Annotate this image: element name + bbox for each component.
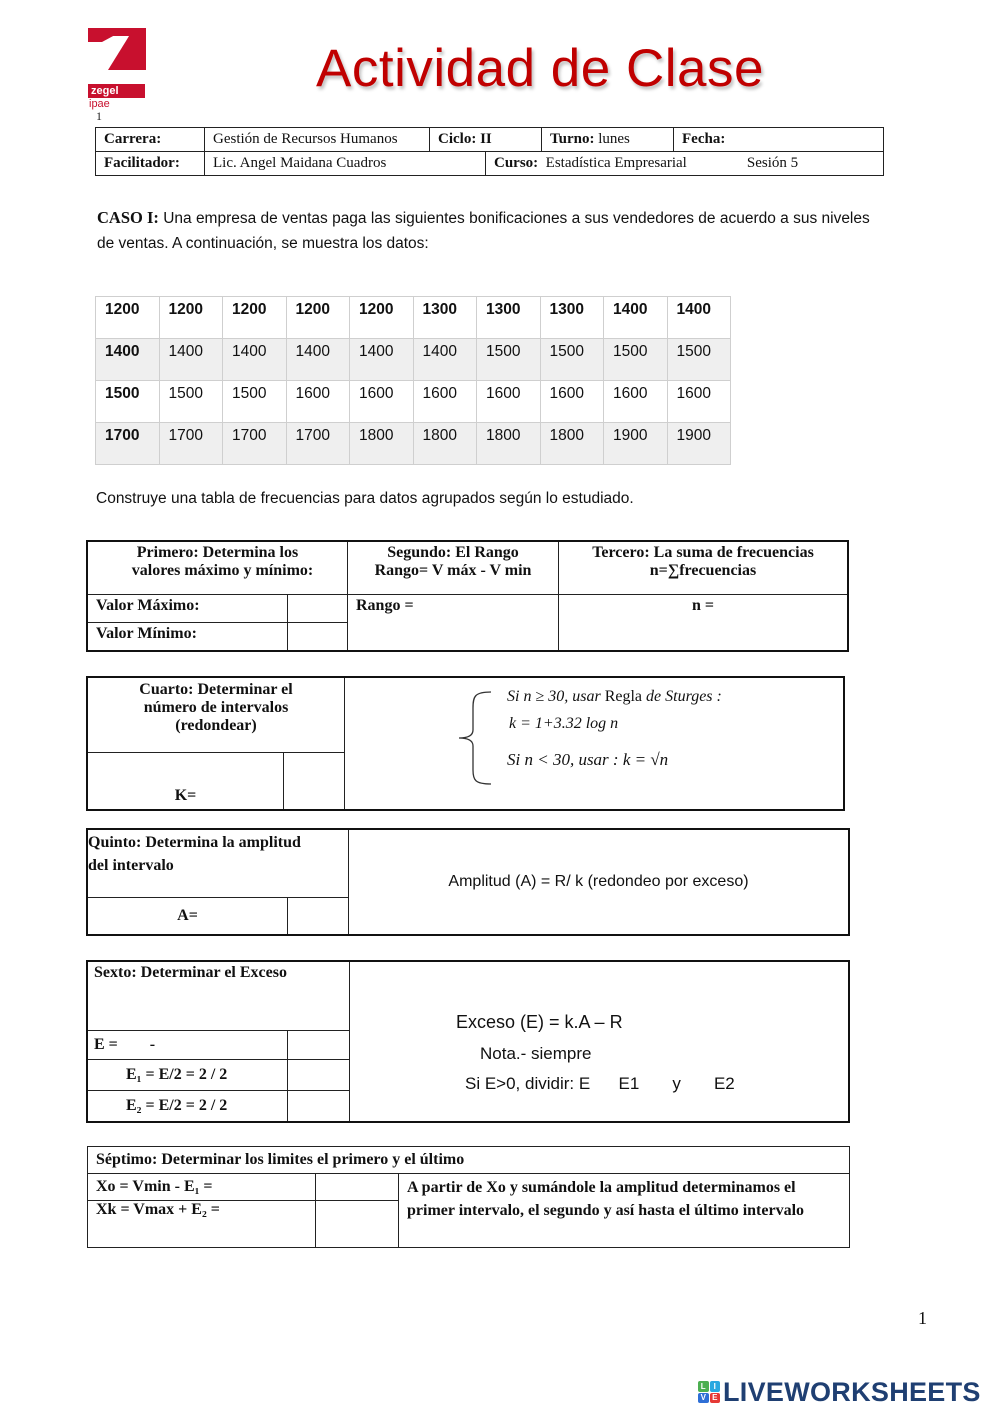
- step5-table: [86, 828, 850, 936]
- k-input[interactable]: [284, 753, 345, 811]
- e1-input[interactable]: [288, 1060, 350, 1091]
- data-cell: 1600: [286, 381, 350, 423]
- table-row: [96, 339, 731, 381]
- data-cell: 1600: [350, 381, 414, 423]
- step1-title-line1: Primero: Determina los: [136, 544, 299, 561]
- page-number: 1: [918, 1308, 927, 1328]
- data-cell: 1900: [667, 423, 731, 465]
- data-cell: 1400: [286, 339, 350, 381]
- data-cell: 1500: [540, 339, 604, 381]
- case-lead: CASO I:: [97, 208, 159, 227]
- data-cell: 1600: [540, 381, 604, 423]
- step4-title-line2: número de intervalos: [143, 699, 289, 716]
- carrera-label: Carrera:: [96, 128, 205, 152]
- sales-data-table: [95, 296, 731, 465]
- x0-input[interactable]: [316, 1174, 399, 1201]
- step3-header: [559, 541, 849, 595]
- data-cell: 1400: [96, 339, 160, 381]
- case-description: [97, 205, 887, 256]
- step2-title-line2: Rango= V máx - V min: [374, 562, 532, 579]
- step7-table: [87, 1146, 850, 1248]
- min-value-label: Valor Mínimo:: [87, 623, 287, 652]
- ciclo-label: Ciclo:: [438, 131, 477, 147]
- sesion-label: Sesión 5: [746, 155, 799, 171]
- data-cell: 1800: [350, 423, 414, 465]
- data-cell: 1300: [413, 297, 477, 339]
- page-title: Actividad de Clase: [316, 39, 764, 98]
- data-cell: 1700: [286, 423, 350, 465]
- step4-header: [87, 677, 345, 753]
- data-cell: 1200: [350, 297, 414, 339]
- data-cell: 1400: [159, 339, 223, 381]
- step5-title-line1: Quinto: Determina la amplitud: [88, 834, 301, 851]
- data-cell: 1700: [159, 423, 223, 465]
- steps-1-3-table: [86, 540, 849, 652]
- data-cell: 1900: [604, 423, 668, 465]
- curso-label: Curso:: [493, 155, 539, 171]
- live-grid-icon: [698, 1381, 720, 1403]
- step4-title-line1: Cuarto: Determinar el: [139, 681, 293, 698]
- a-input[interactable]: [288, 898, 349, 936]
- sturges-rule-line: [507, 688, 722, 706]
- step6-title: Sexto: Determinar el Exceso: [87, 961, 350, 1031]
- step1-header: [87, 541, 348, 595]
- data-cell: 1300: [540, 297, 604, 339]
- turno-label: Turno:: [550, 131, 595, 147]
- grid-letter: E: [710, 1393, 721, 1404]
- step1-title-line2: valores máximo y mínimo:: [131, 562, 314, 579]
- data-cell: 1500: [477, 339, 541, 381]
- min-value-input[interactable]: [287, 623, 347, 652]
- logo-brand-text: zegel: [88, 84, 145, 98]
- curly-brace-icon: [457, 690, 493, 786]
- data-cell: 1400: [223, 339, 287, 381]
- sturges-formula-cell: [345, 677, 845, 810]
- step4-title-line3: (redondear): [175, 717, 257, 734]
- table-row: [96, 297, 731, 339]
- grid-letter: L: [698, 1381, 709, 1392]
- e2-input[interactable]: [288, 1091, 350, 1123]
- liveworksheets-brand: LIVEWORKSHEETS: [723, 1376, 981, 1407]
- carrera-value: Gestión de Recursos Humanos: [205, 128, 430, 152]
- zegel-ipae-logo: [88, 28, 146, 123]
- turno-value: lunes: [598, 131, 630, 147]
- data-cell: 1700: [223, 423, 287, 465]
- data-cell: 1200: [159, 297, 223, 339]
- data-cell: 1800: [413, 423, 477, 465]
- zegel-z-icon: [88, 28, 146, 82]
- logo-sub-text: ipae: [89, 98, 110, 110]
- ciclo-value: II: [480, 131, 492, 147]
- step4-table: [86, 676, 845, 811]
- max-value-input[interactable]: [287, 595, 347, 623]
- step7-explanation: A partir de Xo y sumándole la amplitud determinamos el primer intervalo, el segundo y así hasta el último intervalo: [399, 1174, 850, 1248]
- data-cell: 1500: [96, 381, 160, 423]
- formula-text: Si n ≥ 30, usar: [507, 688, 601, 705]
- max-value-label: Valor Máximo:: [87, 595, 287, 623]
- step7-title: Séptimo: Determinar los limites el primero y el último: [88, 1147, 850, 1174]
- step3-title-line1: Tercero: La suma de frecuencias: [592, 544, 814, 561]
- step5-header: [87, 829, 349, 898]
- liveworksheets-logo: [698, 1377, 981, 1407]
- logo-mark: 1: [96, 109, 102, 123]
- data-cell: 1400: [667, 297, 731, 339]
- data-cell: 1400: [413, 339, 477, 381]
- header-table: [95, 127, 884, 176]
- data-cell: 1600: [413, 381, 477, 423]
- data-cell: 1200: [286, 297, 350, 339]
- grid-letter: V: [698, 1393, 709, 1404]
- excess-rule: Si E>0, dividir: E E1 y E2: [465, 1074, 735, 1093]
- step2-title-line1: Segundo: El Rango: [387, 544, 519, 561]
- data-cell: 1600: [667, 381, 731, 423]
- facilitador-value: Lic. Angel Maidana Cuadros: [205, 152, 486, 176]
- data-cell: 1500: [159, 381, 223, 423]
- k-label: K=: [87, 753, 284, 811]
- e1-label: E₁ = E/2 = 2 / 2: [87, 1060, 288, 1091]
- xk-input[interactable]: [316, 1201, 399, 1248]
- sqrt-rule: Si n < 30, usar : k = √n: [507, 750, 669, 769]
- step6-table: [86, 960, 850, 1123]
- table-row: [96, 423, 731, 465]
- step2-header: [348, 541, 559, 595]
- table-row: [96, 381, 731, 423]
- curso-cell: [485, 152, 883, 176]
- step5-title-line2: del intervalo: [88, 857, 174, 874]
- data-cell: 1300: [477, 297, 541, 339]
- data-cell: 1500: [667, 339, 731, 381]
- e2-label: E₂ = E/2 = 2 / 2: [87, 1091, 288, 1123]
- data-cell: 1400: [604, 297, 668, 339]
- data-cell: 1600: [604, 381, 668, 423]
- e-input[interactable]: [288, 1031, 350, 1060]
- data-cell: 1400: [350, 339, 414, 381]
- facilitador-label: Facilitador:: [96, 152, 205, 176]
- x0-label: Xo = Vmin - E₁ =: [88, 1174, 316, 1201]
- e-label: E = -: [87, 1031, 288, 1060]
- excess-formula: Exceso (E) = k.A – R: [456, 1012, 623, 1032]
- data-cell: 1500: [223, 381, 287, 423]
- instruction-text: Construye una tabla de frecuencias para datos agrupados según lo estudiado.: [96, 490, 634, 507]
- data-cell: 1500: [604, 339, 668, 381]
- data-cell: 1700: [96, 423, 160, 465]
- curso-value: Estadística Empresarial: [545, 155, 687, 171]
- rango-cell[interactable]: [348, 595, 559, 652]
- formula-text: Regla: [600, 688, 647, 705]
- excess-note: Nota.- siempre: [480, 1044, 592, 1063]
- data-cell: 1800: [477, 423, 541, 465]
- data-cell: 1800: [540, 423, 604, 465]
- turno-cell: [542, 128, 674, 152]
- a-label: A=: [87, 898, 288, 936]
- amplitude-formula: Amplitud (A) = R/ k (redondeo por exceso): [349, 829, 850, 935]
- rango-label: Rango =: [356, 597, 414, 614]
- data-cell: 1600: [477, 381, 541, 423]
- ciclo-cell: [430, 128, 542, 152]
- data-cell: 1200: [223, 297, 287, 339]
- fecha-cell[interactable]: [674, 128, 884, 152]
- n-cell[interactable]: [559, 595, 849, 652]
- n-label: n =: [691, 597, 714, 614]
- excess-formula-cell: [350, 961, 850, 1122]
- grid-letter: I: [710, 1381, 721, 1392]
- step3-title-line2: n=∑frecuencias: [649, 562, 757, 579]
- sturges-formula: k = 1+3.32 log n: [509, 715, 619, 732]
- data-cell: 1200: [96, 297, 160, 339]
- xk-label: Xk = Vmax + E₂ =: [88, 1201, 316, 1248]
- fecha-label: Fecha:: [682, 131, 726, 147]
- formula-text: de Sturges :: [646, 688, 722, 705]
- case-text: Una empresa de ventas paga las siguientes bonificaciones a sus vendedores de acuerdo a sus niveles de ventas. A continuación, se muestra los datos:: [97, 210, 870, 252]
